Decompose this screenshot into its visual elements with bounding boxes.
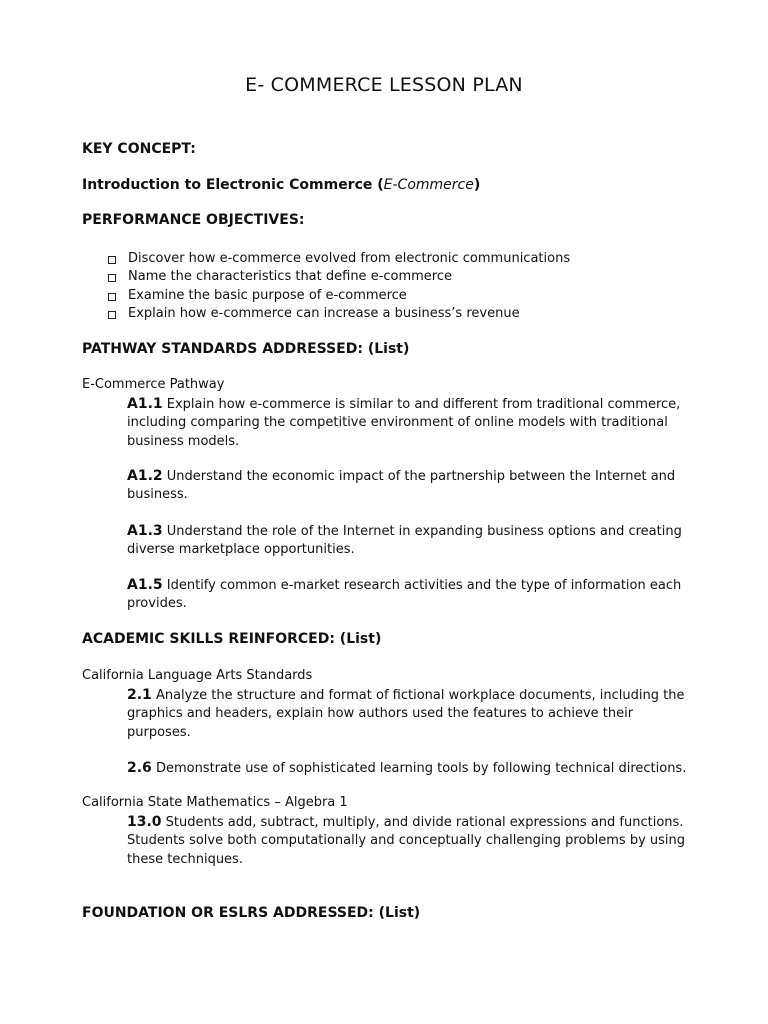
standard-code: 13.0 [127, 814, 162, 830]
academic-group-label: California Language Arts Standards [82, 668, 313, 683]
standard-item [127, 522, 687, 560]
objective-text: Discover how e-commerce evolved from electronic communications [128, 251, 571, 266]
square-bullet-icon [108, 311, 116, 319]
standard-item [127, 395, 687, 451]
standard-text: Understand the economic impact of the partnership between the Internet and business. [127, 469, 676, 503]
standard-item [127, 576, 687, 614]
intro-prefix: Introduction to Electronic Commerce ( [82, 177, 384, 193]
standard-item [127, 686, 687, 742]
objective-text: Examine the basic purpose of e-commerce [128, 287, 407, 303]
square-bullet-icon [108, 274, 116, 282]
standard-text: Demonstrate use of sophisticated learning tools by following technical directions. [151, 761, 687, 776]
standard-code: A1.3 [127, 523, 163, 539]
standard-text: Analyze the structure and format of fictional workplace documents, including the graphics and headers, explain how authors used the features to achieve their purposes. [127, 688, 685, 740]
list-item [108, 305, 708, 323]
performance-objectives-list [108, 250, 708, 323]
objective-text: Explain how e-commerce can increase a business’s revenue [128, 305, 520, 321]
academic-skills-heading: ACADEMIC SKILLS REINFORCED: (List) [82, 631, 382, 647]
standard-text: Identify common e-market research activities and the type of information each provides. [127, 578, 682, 612]
standard-code: 2.1 [127, 687, 152, 703]
key-concept-heading: KEY CONCEPT: [82, 141, 196, 157]
intro-suffix: ) [473, 177, 481, 193]
standard-item [127, 813, 687, 869]
foundation-heading: FOUNDATION OR ESLRS ADDRESSED: (List) [82, 905, 421, 921]
performance-objectives-heading: PERFORMANCE OBJECTIVES: [82, 212, 305, 228]
standard-code: A1.5 [127, 577, 163, 593]
objective-text: Name the characteristics that define e-commerce [128, 269, 453, 285]
page-title: E- COMMERCE LESSON PLAN [245, 74, 523, 96]
intro-emphasis: E-Commerce [383, 177, 474, 193]
standard-text: Understand the role of the Internet in expanding business options and creating diverse marketplace opportunities. [127, 524, 682, 558]
list-item [108, 268, 708, 286]
standard-code: A1.1 [127, 396, 163, 412]
academic-group-label: California State Mathematics – Algebra 1 [82, 795, 348, 810]
standard-item [127, 759, 687, 778]
list-item [108, 287, 708, 305]
standard-text: Explain how e-commerce is similar to and different from traditional commerce, including comparing the competitive environment of online models with traditional business models. [127, 397, 681, 449]
standard-text: Students add, subtract, multiply, and divide rational expressions and functions. Students solve both computationally and conceptually challenging problems by using these techniques. [127, 815, 686, 867]
standard-code: 2.6 [127, 760, 152, 776]
square-bullet-icon [108, 256, 116, 264]
key-concept-intro [82, 177, 480, 193]
standard-item [127, 467, 687, 505]
standard-code: A1.2 [127, 468, 163, 484]
list-item [108, 250, 708, 268]
pathway-group-label: E-Commerce Pathway [82, 377, 225, 392]
pathway-standards-heading: PATHWAY STANDARDS ADDRESSED: (List) [82, 341, 410, 357]
square-bullet-icon [108, 293, 116, 301]
